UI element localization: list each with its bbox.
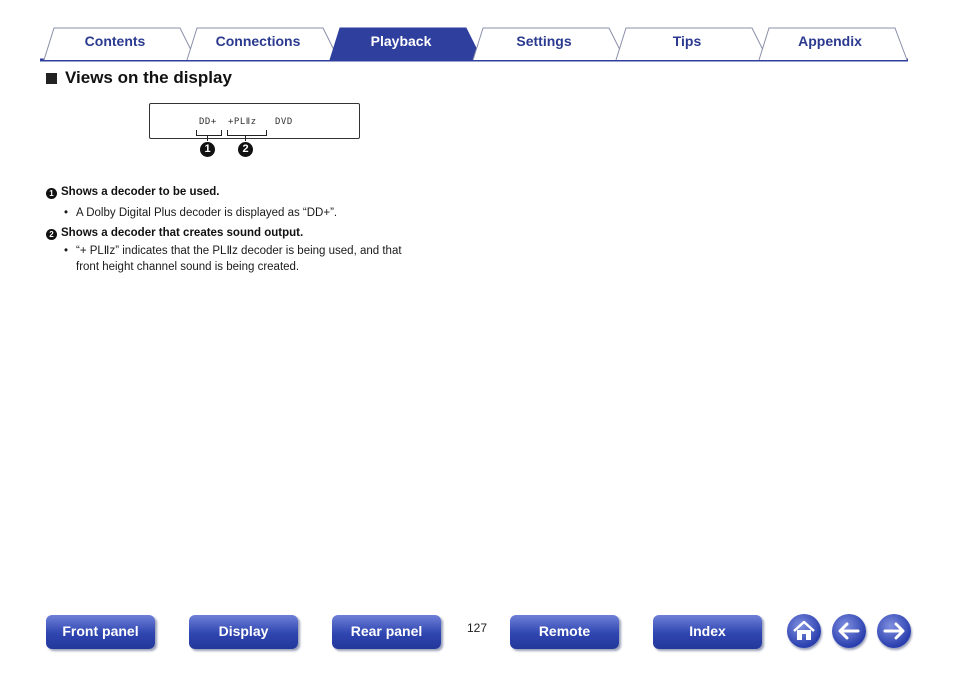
item-2-bullet-line1: “+ PLⅡz” indicates that the PLⅡz decoder is being used, and that (76, 245, 402, 257)
bracket-2 (227, 130, 267, 136)
remote-button[interactable]: Remote (510, 615, 619, 649)
tab-appendix[interactable]: Appendix (798, 33, 862, 49)
rear-panel-button[interactable]: Rear panel (332, 615, 441, 649)
item-2-number: 2 (46, 229, 57, 240)
callout-1: 1 (200, 142, 215, 157)
item-1-bullet-text: A Dolby Digital Plus decoder is displayed as “DD+”. (76, 207, 338, 219)
callout-2: 2 (238, 142, 253, 157)
bracket-1 (196, 130, 222, 136)
tab-contents[interactable]: Contents (84, 33, 146, 49)
section-title (46, 68, 232, 88)
item-1-heading (46, 186, 219, 199)
tab-settings[interactable]: Settings (516, 33, 572, 49)
tab-shapes (0, 0, 954, 64)
display-segment-dvd: DVD (275, 117, 293, 127)
square-bullet-icon (46, 73, 57, 84)
forward-arrow-icon (877, 614, 911, 648)
tab-connections[interactable]: Connections (215, 33, 301, 49)
tab-bar (0, 0, 954, 64)
item-1-heading-text: Shows a decoder to be used. (61, 186, 220, 198)
home-icon (787, 614, 821, 648)
tab-tips[interactable]: Tips (672, 33, 702, 49)
forward-button[interactable] (877, 614, 911, 648)
page-number: 127 (466, 621, 488, 635)
item-1-number: 1 (46, 188, 57, 199)
display-segment-dd: DD+ (199, 117, 217, 127)
bullet-dot: • (64, 245, 69, 257)
bracket-stem-2 (245, 135, 246, 141)
section-title-text: Views on the display (65, 68, 232, 87)
bracket-stem-1 (207, 135, 208, 141)
item-2-heading (46, 227, 303, 240)
back-button[interactable] (832, 614, 866, 648)
item-2-heading-text: Shows a decoder that creates sound output. (61, 227, 304, 239)
tab-playback[interactable]: Playback (370, 33, 432, 49)
index-button[interactable]: Index (653, 615, 762, 649)
front-panel-button[interactable]: Front panel (46, 615, 155, 649)
bullet-dot: • (64, 207, 69, 219)
display-button[interactable]: Display (189, 615, 298, 649)
home-button[interactable] (787, 614, 821, 648)
item-2-bullet-line2: front height channel sound is being created. (76, 260, 300, 273)
back-arrow-icon (832, 614, 866, 648)
display-segment-plllz: +PLⅡz (228, 117, 257, 127)
